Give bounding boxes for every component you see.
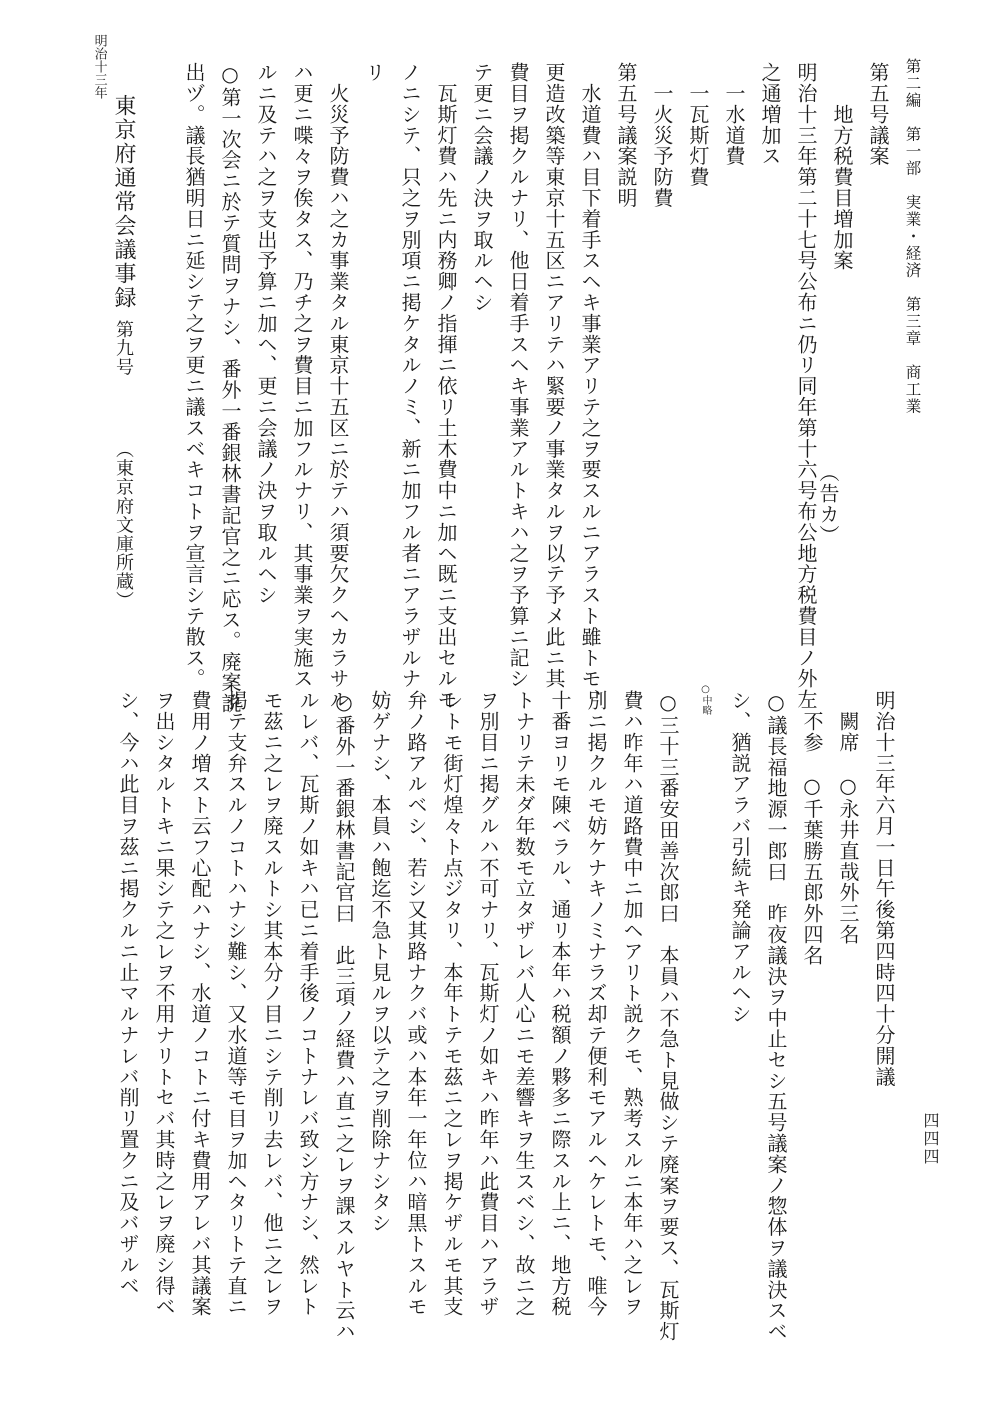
body-line: 水道費ハ目下着手スヘキ事業アリテ之ヲ要スルニアラスト雖トモ、	[578, 62, 602, 710]
speech-line: ○三十三番安田善次郎曰 本員ハ不急ト見做シテ廃案ヲ要ス、瓦斯灯	[656, 690, 680, 1342]
page-number: 四四四	[921, 1112, 940, 1166]
colophon-era: 明治十三年	[91, 34, 107, 99]
list-item-fire: 一火災予防費	[650, 62, 674, 209]
speech-line: ヲ別目ニ掲グルハ不可ナリ、瓦斯灯ノ如キハ昨年ハ此費目ハアラザ	[476, 690, 500, 1317]
speech-line: 費ハ昨年ハ道路費中ニ加ヘアリト説クモ、熟考スルニ本年ハ之レヲ	[620, 690, 644, 1317]
running-header: 第二編 第一部 実業・経済 第三章 商工業	[903, 58, 922, 415]
body-line: ○第一次会ニ於テ質問ヲナシ、番外一番銀林書記官之ニ応ス。廃案説	[218, 62, 242, 714]
speech-line: トナリテ未ダ年数モ立タザレバ人心ニモ差響キヲ生スベシ、故ニ之	[512, 690, 536, 1317]
speech-line: 別ニ掲クルモ妨ケナキノミナラズ却テ便利モアルヘケレトモ、唯今	[584, 690, 608, 1317]
nonattendance-list: 不参 ○千葉勝五郎外四名	[800, 690, 824, 966]
list-item-gas: 一瓦斯灯費	[686, 62, 710, 188]
omission-note: ○中略	[700, 684, 711, 715]
body-line: ノニシテ、只之ヲ別項ニ掲ケタルノミ、新ニ加フル者ニアラザルナ	[398, 62, 422, 689]
speech-line: ○番外一番銀林書記官曰 此三項ノ経費ハ直ニ之レヲ課スルヤト云ハ	[332, 690, 356, 1342]
speech-line: ヲ出シタルトキニ果シテ之レヲ不用ナリトセバ其時之レヲ廃シ得ベ	[152, 690, 176, 1317]
speech-line: シ、今ハ此目ヲ茲ニ掲クルニ止マルナレバ削リ置クニ及バザルベ	[116, 690, 140, 1297]
speech-line: ○議長福地源一郎曰 昨夜議決ヲ中止セシ五号議案ノ惣体ヲ議決スベ	[764, 690, 788, 1342]
speech-line: モ茲ニ之レヲ廃スルトシ其本分ノ目ニシテ削リ去レバ、他ニ之レヲ	[260, 690, 284, 1317]
speech-line: 妨ゲナシ、本員ハ飽迄不急ト見ルヲ以テ之ヲ削除ナシタシ	[368, 690, 392, 1234]
agenda-subtitle: 地方税費目増加案	[830, 62, 854, 271]
speech-line: ルレバ、瓦斯ノ如キハ已ニ着手後ノコトナレバ致シ方ナシ、然レト	[296, 690, 320, 1317]
body-line: 更造改築等東京十五区ニアリテハ緊要ノ事業タルヲ以テ予メ此ニ其	[542, 62, 566, 689]
session-opening: 明治十三年六月一日午後第四時四十分開議	[872, 690, 896, 1088]
body-line: 火災予防費ハ之カ事業タル東京十五区ニ於テハ須要欠クヘカラサル	[326, 62, 350, 710]
colophon-source: （東京府文庫所蔵）	[113, 440, 134, 611]
explanation-heading: 第五号議案説明	[614, 62, 638, 209]
speech-line: シ、猶説アラバ引続キ発論アルヘシ	[728, 690, 752, 1025]
speech-line: 十番ヨリモ陳ベラル、通リ本年ハ税額ノ夥多ニ際スル上ニ、地方税	[548, 690, 572, 1317]
body-line: 費目ヲ掲クルナリ、他日着手スヘキ事業アルトキハ之ヲ予算ニ記シ	[506, 62, 530, 689]
body-line: テ更ニ会議ノ決ヲ取ルヘシ	[470, 62, 494, 313]
editorial-gloss: （告カ）	[816, 462, 840, 546]
colophon-title: 東京府通常会議事録	[111, 94, 136, 310]
colophon-issue: 第九号	[113, 320, 134, 377]
body-line: 出ヅ。議長猶明日ニ延シテ之ヲ更ニ議スベキコトヲ宣言シテ散ス。	[182, 62, 206, 689]
speech-line: 弁ノ路アルベシ、若シ又其路ナクバ或ハ本年一年位ハ暗黒トスルモ	[404, 690, 428, 1317]
body-line	[796, 62, 816, 710]
absent-list: 闕席 ○永井直哉外三名	[836, 690, 860, 945]
body-line: ハ更ニ喋々ヲ俟タス、乃チ之ヲ費目ニ加フルナリ、其事業ヲ実施ス	[290, 62, 314, 689]
body-line: ルニ及テハ之ヲ支出予算ニ加ヘ、更ニ会議ノ決ヲ取ルヘシ	[254, 62, 278, 606]
body-line: リ	[362, 62, 386, 83]
agenda-title: 第五号議案	[866, 62, 890, 167]
speech-line: 掲テ支弁スルノコトハナシ難シ、又水道等モ目ヲ加ヘタリトテ直ニ	[224, 690, 248, 1317]
body-line-text: 明治十三年第二十七号公布ニ仍リ同年第十六号布公地方税費目ノ外左	[794, 62, 818, 710]
speech-line: レトモ街灯煌々ト点ジタリ、本年トテモ茲ニ之レヲ掲ケザルモ其支	[440, 690, 464, 1317]
body-line: 之通増加ス	[758, 62, 782, 167]
list-item-water: 一水道費	[722, 62, 746, 167]
body-line: 瓦斯灯費ハ先ニ内務卿ノ指揮ニ依リ土木費中ニ加ヘ既ニ支出セルモ	[434, 62, 458, 710]
speech-line: 費用ノ増スト云フ心配ハナシ、水道ノコトニ付キ費用アレバ其議案	[188, 690, 212, 1317]
